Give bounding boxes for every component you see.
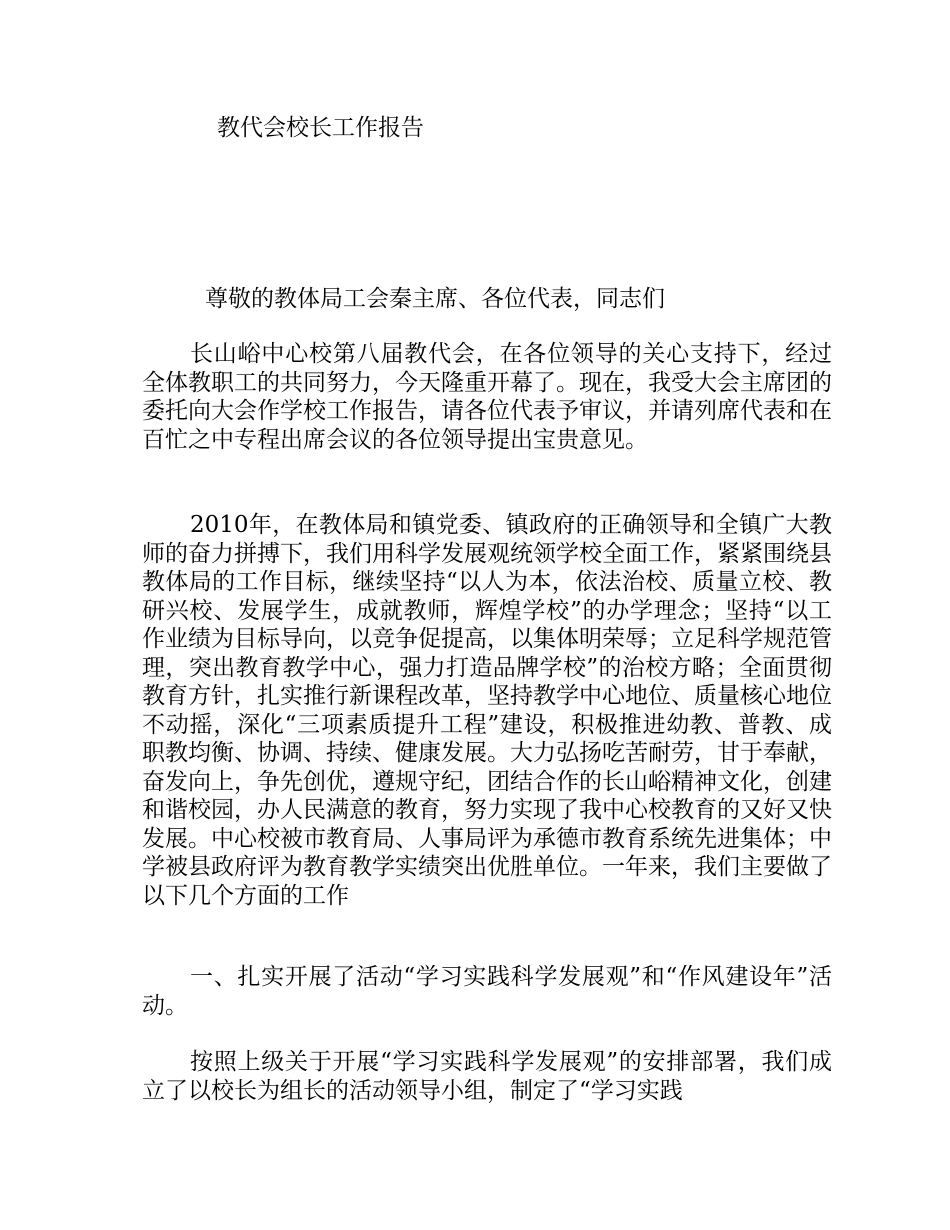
paragraph-2010-summary: 2010年，在教体局和镇党委、镇政府的正确领导和全镇广大教师的奋力拼搏下，我们用科学发展观统领学校全面工作，紧紧围绕县教体局的工作目标，继续坚持“以人为本，依法治校、质量立校、教研兴校、发展学生，成就教师，辉煌学校”的办学理念；坚持“以工作业绩为目标导向，以竞争促提高，以集体明荣辱；立足科学规范管理，突出教育教学中心，强力打造品牌学校”的治校方略；全面贯彻教育方针，扎实推行新课程改革，坚持教学中心地位、质量核心地位不动摇，深化“三项素质提升工程”建设，积极推进幼教、普教、成职教均衡、协调、持续、健康发展。大力弘扬吃苦耐劳，甘于奉献，奋发向上，争先创优，遵规守纪，团结合作的长山峪精神文化，创建和谐校园，办人民满意的教育，努力实现了我中心校教育的又好又快发展。中心校被市教育局、人事局评为承德市教育系统先进集体；中学被县政府评为教育教学实绩突出优胜单位。一年来，我们主要做了以下几个方面的工作	[142, 512, 832, 909]
paragraph-opening: 长山峪中心校第八届教代会，在各位领导的关心支持下，经过全体教职工的共同努力，今天隆重开幕了。现在，我受大会主席团的委托向大会作学校工作报告，请各位代表予审议，并请列席代表和在百忙之中专程出席会议的各位领导提出宝贵意见。	[142, 341, 832, 453]
paragraph-section-1-body: 按照上级关于开展“学习实践科学发展观”的安排部署，我们成立了以校长为组长的活动领导小组，制定了“学习实践	[142, 1049, 832, 1104]
section-heading-1: 一、扎实开展了活动“学习实践科学发展观”和“作风建设年”活动。	[142, 964, 832, 1019]
salutation-line: 尊敬的教体局工会秦主席、各位代表，同志们	[205, 286, 665, 312]
document-title: 教代会校长工作报告	[217, 115, 424, 141]
